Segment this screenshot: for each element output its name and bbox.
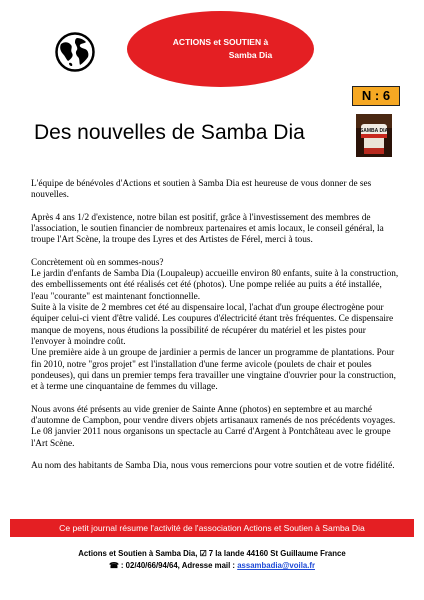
thanks-paragraph: Au nom des habitants de Samba Dia, nous vous remercions pour votre soutien et de votre fidélité. (31, 460, 395, 471)
events-paragraph (31, 405, 401, 450)
phone-text: ☎ : 02/40/66/94/64, Adresse mail : (109, 561, 238, 571)
markets-text: Nous avons été présents au vide grenier de Sainte Anne (photos) en septembre et au marché d'automne de Campbon, pour vendre divers objets artisanaux ramenés de nos précédents voyages. (31, 404, 396, 426)
dispensary-text: Suite à la visite de 2 membres cet été au dispensaire local, l'achat d'un groupe électrogène pour équiper celui-ci vient d'être validé. Les coupures d'électricité étant très fréquentes. Ce dispensaire manque de moyens, nous étudions la possibilité de récupérer du matériel et les pistes pour l'envoyer à moindre coût. (31, 302, 394, 347)
address-line: Actions et Soutien à Samba Dia, ☑ 7 la lande 44160 St Guillaume France (78, 549, 346, 558)
photo-sign-text: SAMBA DIA (359, 128, 389, 134)
samba-dia-sign-photo (356, 114, 392, 157)
page-title: Des nouvelles de Samba Dia (34, 121, 305, 144)
farm-project-text: Une première aide à un groupe de jardinier a permis de lancer un programme de plantations. Pour fin 2010, notre "gros projet" est l'installation d'une ferme avicole (poulets de chair et poules pondeuses), qui dans un premier temps fera travailler une vingtaine d'ouvrier pour la construction, et à terme une cinquantaine de femmes du village. (31, 348, 396, 393)
article-body (31, 179, 401, 483)
show-text: Le 08 janvier 2011 nous organisons un spectacle au Carré d'Argent à Pontchâteau avec le groupe l'Art Scène. (31, 427, 391, 449)
intro-paragraph: L'équipe de bénévoles d'Actions et soutien à Samba Dia est heureuse de vous donner de ses nouvelles. (31, 179, 372, 201)
oval-line-1: ACTIONS et SOUTIEN à (172, 36, 269, 47)
issue-number-badge: N : 6 (352, 86, 400, 106)
summary-banner: Ce petit journal résume l'activité de l'association Actions et Soutien à Samba Dia (10, 519, 414, 537)
contact-line (0, 560, 424, 572)
bilan-paragraph: Après 4 ans 1/2 d'existence, notre bilan est positif, grâce à l'investissement des membres de l'association, le soutien financier de nombreux partenaires et amis locaux, le conseil général, la troupe l'Art Scène, la troupe des Lyres et des Artistes de Férel, merci à tous. (31, 212, 384, 246)
garden-text: Le jardin d'enfants de Samba Dia (Loupaleup) accueille environ 80 enfants, suite à la construction, des embellissements ont été réalisés cet été (photos). Une pompe reliée au puits a été installée, l'eau "courante" est maintenant fonctionnelle. (31, 268, 399, 302)
oval-line-2: Samba Dia (228, 50, 273, 60)
globe-icon (55, 32, 95, 72)
email-link[interactable]: assambadia@voila.fr (237, 561, 315, 571)
progress-question: Concrètement où en sommes-nous? (31, 257, 164, 268)
contact-footer (0, 548, 424, 572)
association-name-oval (127, 11, 314, 87)
progress-paragraph (31, 258, 401, 394)
